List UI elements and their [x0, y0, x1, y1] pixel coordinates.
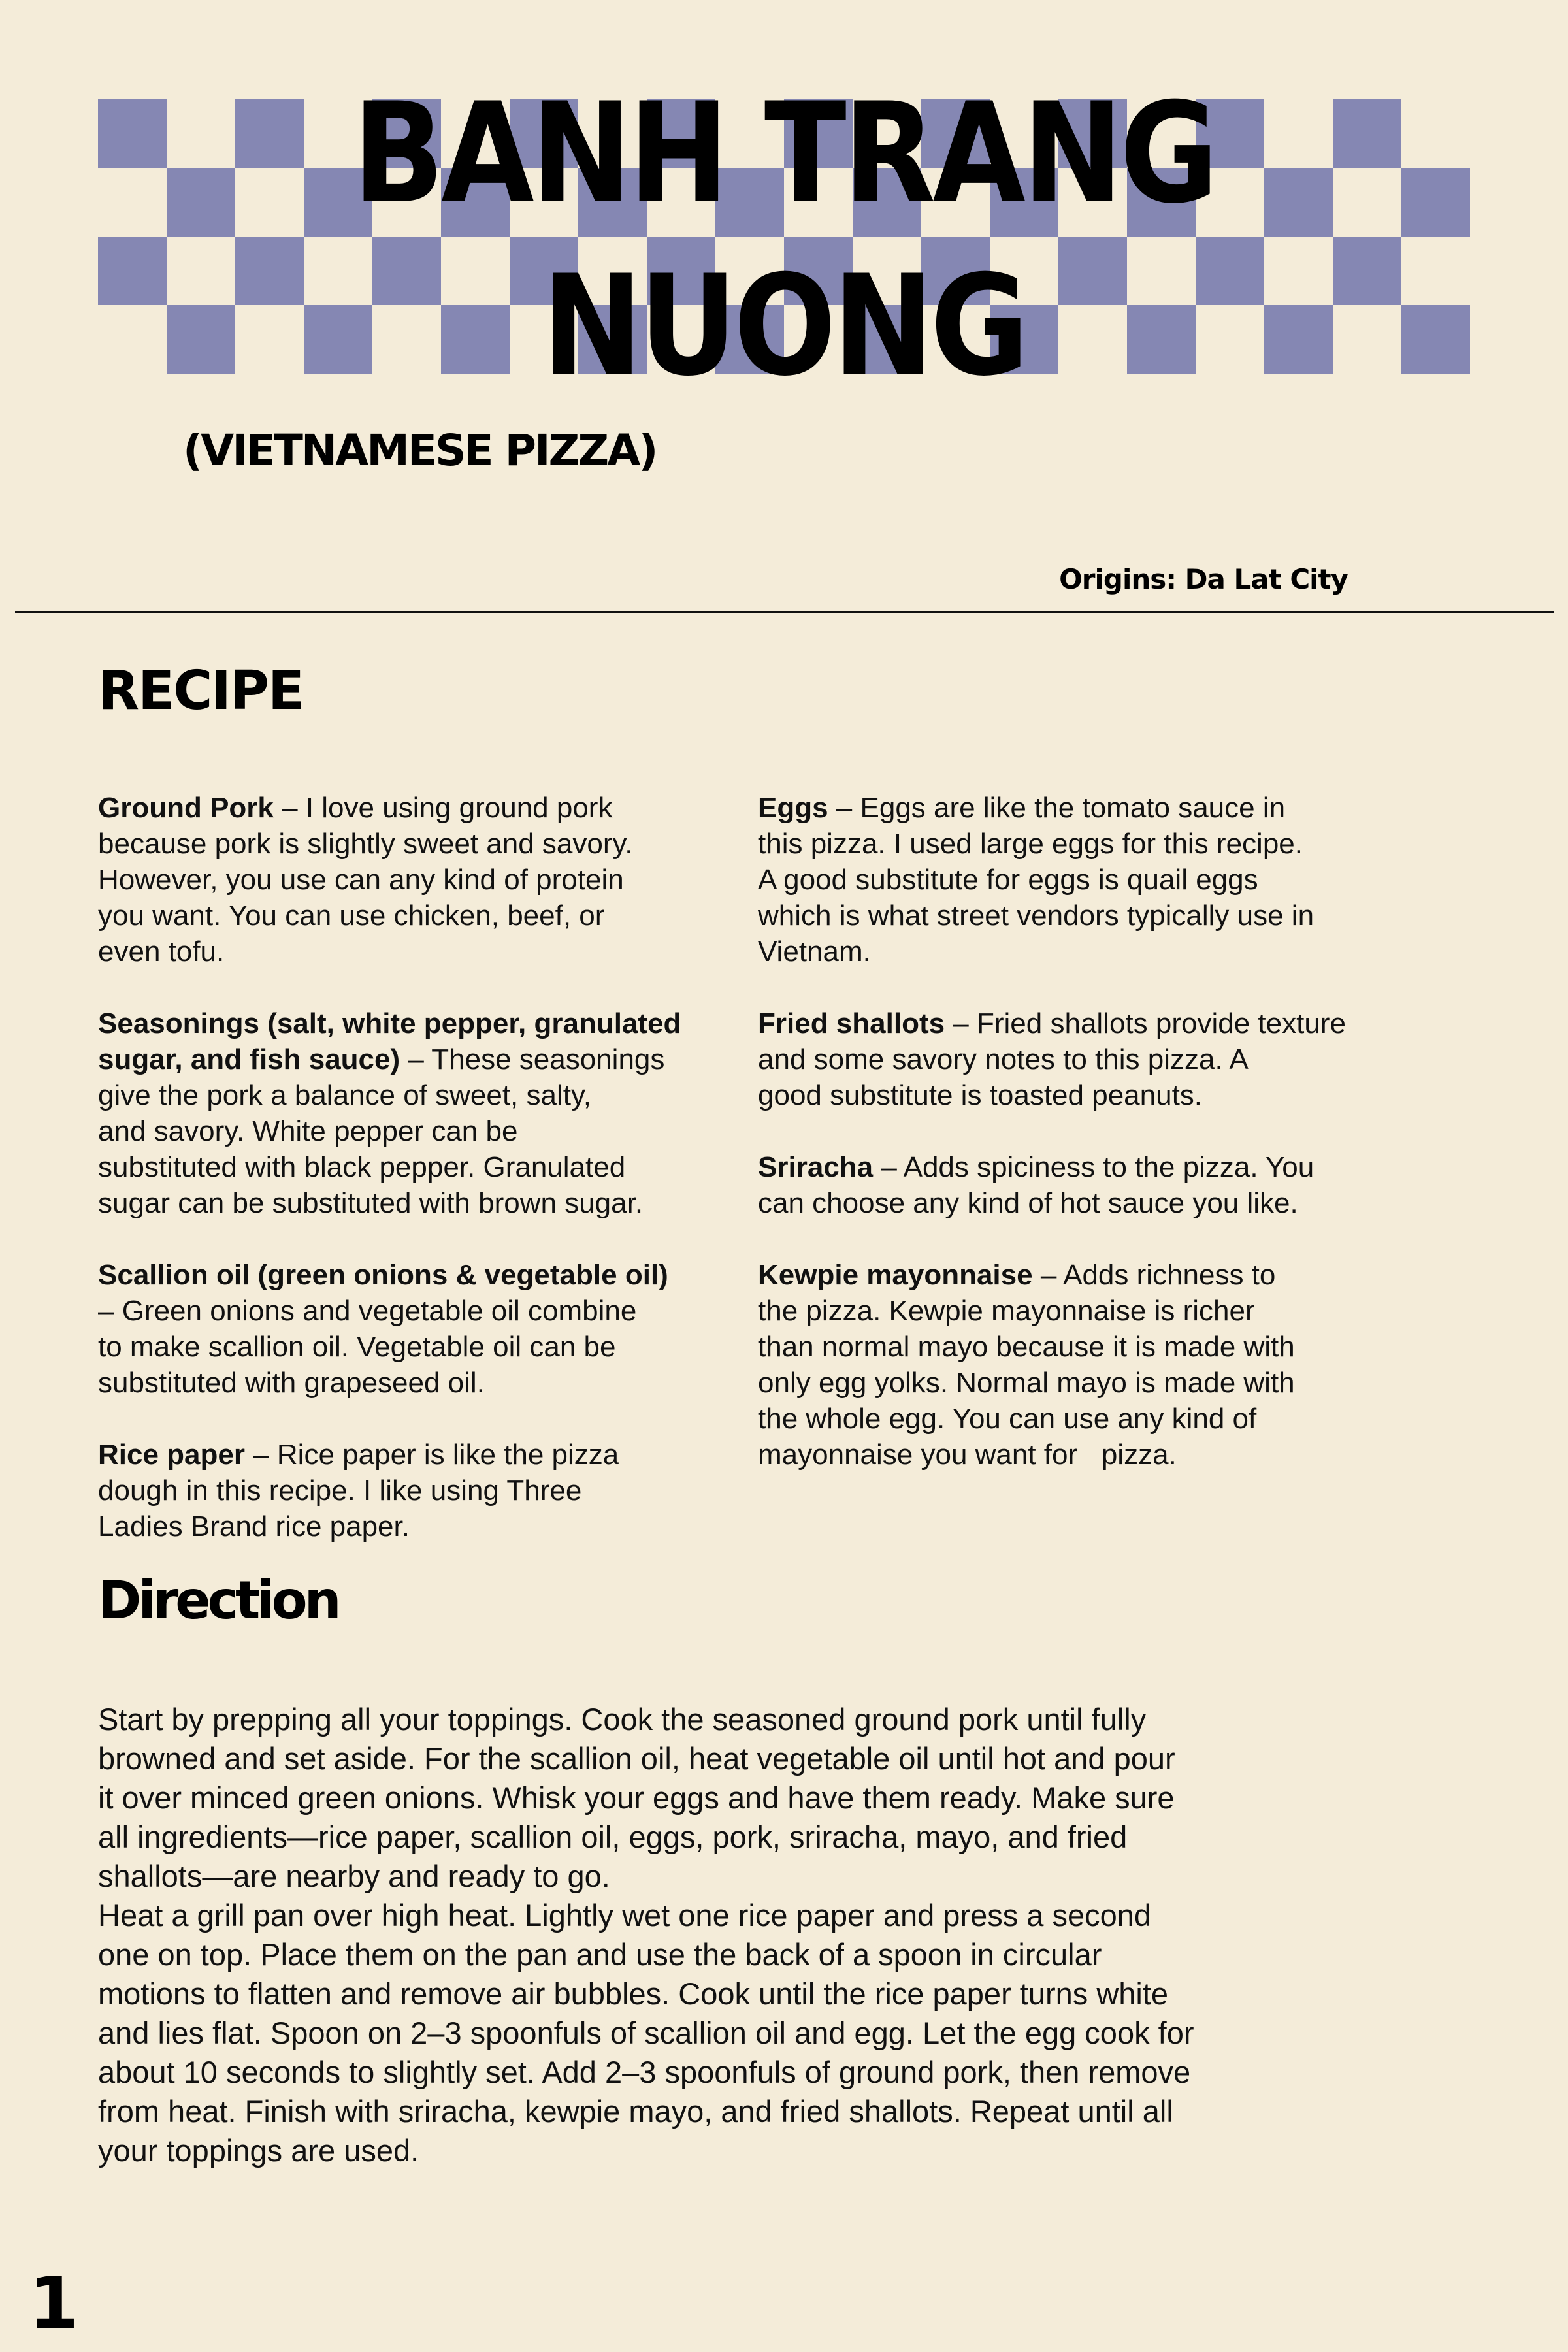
ingredient-text: – I love using ground pork because pork is slightly sweet and savory. However, you use can any kind of protein you want. You can use chicken, beef, or even tofu.: [98, 792, 633, 968]
direction-heading: Direction: [98, 1570, 338, 1631]
ingredient-text: – Rice paper is like the pizza dough in this recipe. I like using Three Ladies Brand rice paper.: [98, 1439, 619, 1543]
ingredient-text: – Green onions and vegetable oil combine to make scallion oil. Vegetable oil can be substituted with grapeseed oil.: [98, 1295, 637, 1399]
page-number: 1: [29, 2261, 79, 2345]
ingredient-label: Fried shallots: [758, 1007, 945, 1039]
title-line-2: [0, 245, 1568, 406]
ingredients-left-column: [98, 790, 751, 1580]
title-line-1-text: BANH TRANG: [352, 73, 1216, 234]
subtitle: (VIETNAMESE PIZZA): [183, 425, 657, 476]
ingredient-item: [758, 790, 1411, 970]
ingredient-item: [758, 1257, 1411, 1473]
ingredient-item: [758, 1149, 1411, 1221]
ingredients-right-column: [758, 790, 1411, 1509]
ingredient-label: Sriracha: [758, 1151, 874, 1183]
ingredient-item: [98, 1257, 751, 1401]
ingredient-label: Seasonings (salt, white pepper, granulated sugar, and fish sauce): [98, 1007, 681, 1075]
ingredient-text: – These seasonings give the pork a balance of sweet, salty, and savory. White pepper can be substituted with black pepper. Granulated sugar can be substituted with brown sugar.: [98, 1043, 665, 1219]
origins-label: Origins: Da Lat City: [1059, 563, 1348, 595]
ingredient-item: [98, 1005, 751, 1221]
ingredient-item: [758, 1005, 1411, 1113]
title-line-2-text: NUONG: [542, 245, 1026, 406]
direction-text: Start by prepping all your toppings. Cook the seasoned ground pork until fully browned and set aside. For the scallion oil, heat vegetable oil until hot and pour it over minced green onions. Whisk your eggs and have them ready. Make sure all ingredients—rice paper, scallion oil, eggs, pork, sriracha, mayo, and fried shallots—are nearby and ready to go. Heat a grill pan over high heat. Lightly wet one rice paper and press a second one on top. Place them on the pan and use the back of a spoon in circular motions to flatten and remove air bubbles. Cook until the rice paper turns white and lies flat. Spoon on 2–3 spoonfuls of scallion oil and egg. Let the egg cook for about 10 seconds to slightly set. Add 2–3 spoonfuls of ground pork, then remove from heat. Finish with sriracha, kewpie mayo, and fried shallots. Repeat until all your toppings are used.: [98, 1702, 1194, 2168]
ingredient-text: – Adds richness to the pizza. Kewpie mayonnaise is richer than normal mayo because it is made with only egg yolks. Normal mayo is made with the whole egg. You can use any kind of mayonnaise you want for pizza.: [758, 1259, 1295, 1471]
ingredient-label: Rice paper: [98, 1439, 245, 1471]
ingredient-item: [98, 1437, 751, 1544]
ingredient-label: Ground Pork: [98, 792, 274, 824]
ingredient-label: Kewpie mayonnaise: [758, 1259, 1033, 1291]
ingredient-text: – Adds spiciness to the pizza. You can choose any kind of hot sauce you like.: [758, 1151, 1315, 1219]
ingredient-item: [98, 790, 751, 970]
ingredient-label: Eggs: [758, 792, 828, 824]
title-line-1: [0, 73, 1568, 234]
recipe-heading: RECIPE: [98, 660, 303, 722]
ingredient-text: – Fried shallots provide texture and some savory notes to this pizza. A good substitute is toasted peanuts.: [758, 1007, 1346, 1111]
divider: [15, 611, 1554, 613]
ingredient-text: – Eggs are like the tomato sauce in this pizza. I used large eggs for this recipe. A good substitute for eggs is quail eggs which is what street vendors typically use in Vietnam.: [758, 792, 1315, 968]
ingredient-label: Scallion oil (green onions & vegetable oil): [98, 1259, 668, 1291]
